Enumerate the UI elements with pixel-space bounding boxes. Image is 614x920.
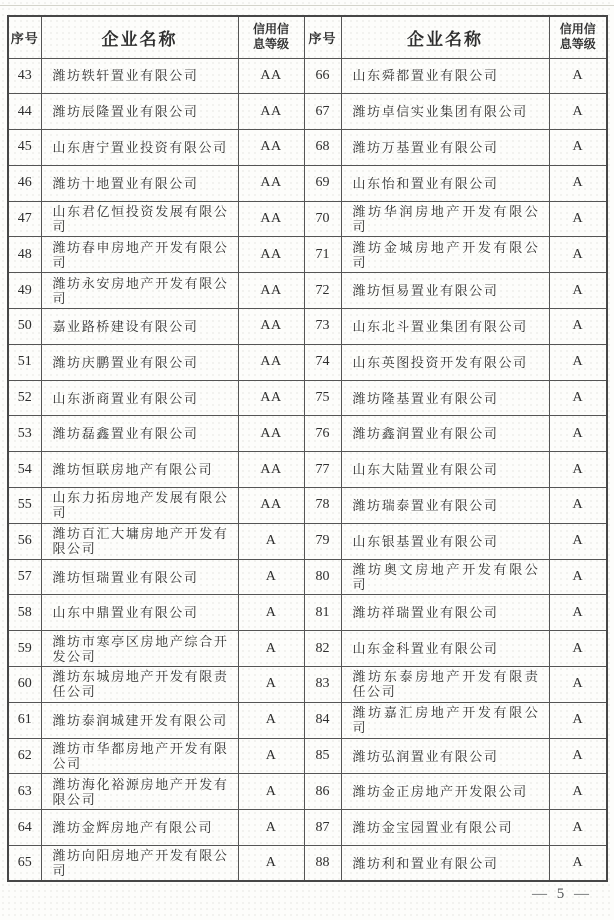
company-cell: 山东银基置业有限公司 [341,523,549,559]
table-row [8,309,607,345]
rating-cell: AA [238,452,304,488]
credit-rating-table [7,15,608,882]
rating-cell: A [549,523,607,559]
table-body [8,58,607,881]
index-cell: 80 [304,559,341,595]
index-cell: 85 [304,738,341,774]
company-cell: 潍坊瑞泰置业有限公司 [341,488,549,524]
rating-cell: AA [238,165,304,201]
index-cell: 58 [8,595,41,631]
table-row [8,130,607,166]
index-cell: 48 [8,237,41,273]
index-cell: 49 [8,273,41,309]
index-cell: 68 [304,130,341,166]
table-row [8,488,607,524]
index-cell: 60 [8,667,41,703]
index-cell: 83 [304,667,341,703]
company-cell: 潍坊卓信实业集团有限公司 [341,94,549,130]
rating-cell: A [238,559,304,595]
rating-cell: AA [238,237,304,273]
index-cell: 51 [8,344,41,380]
company-cell: 潍坊向阳房地产开发有限公司 [41,846,238,882]
table-row [8,380,607,416]
table-row [8,667,607,703]
index-cell: 84 [304,702,341,738]
company-cell: 潍坊嘉汇房地产开发有限公司 [341,702,549,738]
index-cell: 62 [8,738,41,774]
company-cell: 潍坊轶轩置业有限公司 [41,58,238,94]
index-cell: 43 [8,58,41,94]
index-cell: 54 [8,452,41,488]
table-row [8,237,607,273]
rating-cell: AA [238,201,304,237]
table-row [8,810,607,846]
index-cell: 74 [304,344,341,380]
header-rating-left: 信用信息等级 [238,16,304,58]
table-row [8,416,607,452]
table-header [8,16,607,58]
company-cell: 嘉业路桥建设有限公司 [41,309,238,345]
company-cell: 潍坊市寒亭区房地产综合开发公司 [41,631,238,667]
company-cell: 山东舜都置业有限公司 [341,58,549,94]
company-cell: 山东唐宁置业投资有限公司 [41,130,238,166]
rating-cell: A [549,416,607,452]
company-cell: 潍坊金城房地产开发有限公司 [341,237,549,273]
scan-artifact-line [0,5,614,6]
table-row [8,58,607,94]
index-cell: 73 [304,309,341,345]
index-cell: 76 [304,416,341,452]
index-cell: 56 [8,523,41,559]
index-cell: 63 [8,774,41,810]
table-row [8,738,607,774]
company-cell: 潍坊海化裕源房地产开发有限公司 [41,774,238,810]
rating-cell: A [549,488,607,524]
company-cell: 潍坊华润房地产开发有限公司 [341,201,549,237]
table-row [8,702,607,738]
rating-cell: A [549,309,607,345]
rating-cell: A [549,165,607,201]
company-cell: 潍坊庆鹏置业有限公司 [41,344,238,380]
company-cell: 潍坊泰润城建开发有限公司 [41,702,238,738]
company-cell: 潍坊金宝园置业有限公司 [341,810,549,846]
company-cell: 潍坊永安房地产开发有限公司 [41,273,238,309]
index-cell: 86 [304,774,341,810]
index-cell: 66 [304,58,341,94]
company-cell: 潍坊万基置业有限公司 [341,130,549,166]
index-cell: 47 [8,201,41,237]
header-row [8,16,607,58]
table-row [8,273,607,309]
rating-cell: A [549,595,607,631]
rating-cell: A [549,738,607,774]
rating-cell: A [549,237,607,273]
company-cell: 潍坊恒瑞置业有限公司 [41,559,238,595]
rating-cell: A [238,846,304,882]
rating-cell: A [549,273,607,309]
rating-cell: A [549,58,607,94]
index-cell: 59 [8,631,41,667]
rating-cell: A [549,559,607,595]
rating-cell: A [549,201,607,237]
rating-cell: AA [238,130,304,166]
rating-cell: A [238,595,304,631]
rating-cell: AA [238,416,304,452]
company-cell: 潍坊鑫润置业有限公司 [341,416,549,452]
rating-cell: A [549,810,607,846]
company-cell: 山东君亿恒投资发展有限公司 [41,201,238,237]
rating-cell: A [549,344,607,380]
header-company-right: 企业名称 [341,16,549,58]
company-cell: 潍坊金正房地产开发限公司 [341,774,549,810]
rating-cell: A [238,667,304,703]
company-cell: 山东力拓房地产发展有限公司 [41,488,238,524]
table-row [8,94,607,130]
index-cell: 81 [304,595,341,631]
rating-cell: A [238,702,304,738]
company-cell: 潍坊磊鑫置业有限公司 [41,416,238,452]
rating-cell: A [549,94,607,130]
index-cell: 82 [304,631,341,667]
index-cell: 69 [304,165,341,201]
table-row [8,344,607,380]
index-cell: 72 [304,273,341,309]
company-cell: 潍坊百汇大墉房地产开发有限公司 [41,523,238,559]
rating-cell: A [549,774,607,810]
rating-cell: AA [238,273,304,309]
rating-cell: AA [238,344,304,380]
index-cell: 75 [304,380,341,416]
table-row [8,452,607,488]
rating-cell: A [238,523,304,559]
rating-cell: AA [238,488,304,524]
company-cell: 潍坊恒易置业有限公司 [341,273,549,309]
page-number: — 5 — [532,886,592,902]
header-index-left: 序号 [8,16,41,58]
index-cell: 46 [8,165,41,201]
index-cell: 71 [304,237,341,273]
rating-cell: A [549,380,607,416]
index-cell: 65 [8,846,41,882]
company-cell: 潍坊辰隆置业有限公司 [41,94,238,130]
table-row [8,846,607,882]
company-cell: 潍坊东泰房地产开发有限责任公司 [341,667,549,703]
index-cell: 44 [8,94,41,130]
index-cell: 77 [304,452,341,488]
table-row [8,201,607,237]
table-row [8,165,607,201]
table-row [8,559,607,595]
company-cell: 潍坊春申房地产开发有限公司 [41,237,238,273]
company-cell: 潍坊东城房地产开发有限责任公司 [41,667,238,703]
table-row [8,774,607,810]
index-cell: 53 [8,416,41,452]
index-cell: 55 [8,488,41,524]
header-index-right: 序号 [304,16,341,58]
index-cell: 70 [304,201,341,237]
header-company-left: 企业名称 [41,16,238,58]
index-cell: 61 [8,702,41,738]
index-cell: 45 [8,130,41,166]
index-cell: 57 [8,559,41,595]
rating-cell: A [549,702,607,738]
table-row [8,523,607,559]
index-cell: 87 [304,810,341,846]
company-cell: 山东英图投资开发有限公司 [341,344,549,380]
index-cell: 88 [304,846,341,882]
company-cell: 潍坊利和置业有限公司 [341,846,549,882]
rating-cell: A [238,774,304,810]
index-cell: 50 [8,309,41,345]
rating-cell: A [549,452,607,488]
company-cell: 潍坊弘润置业有限公司 [341,738,549,774]
header-rating-right: 信用信息等级 [549,16,607,58]
company-cell: 潍坊市华都房地产开发有限公司 [41,738,238,774]
rating-cell: A [549,130,607,166]
rating-cell: A [549,846,607,882]
rating-cell: A [549,631,607,667]
company-cell: 潍坊奥文房地产开发有限公司 [341,559,549,595]
index-cell: 52 [8,380,41,416]
company-cell: 潍坊隆基置业有限公司 [341,380,549,416]
company-cell: 山东中鼎置业有限公司 [41,595,238,631]
company-cell: 潍坊十地置业有限公司 [41,165,238,201]
rating-cell: A [238,738,304,774]
index-cell: 67 [304,94,341,130]
company-cell: 山东怡和置业有限公司 [341,165,549,201]
company-cell: 山东金科置业有限公司 [341,631,549,667]
company-cell: 潍坊祥瑞置业有限公司 [341,595,549,631]
index-cell: 64 [8,810,41,846]
index-cell: 78 [304,488,341,524]
rating-cell: A [238,810,304,846]
rating-cell: AA [238,309,304,345]
rating-cell: AA [238,380,304,416]
table-row [8,595,607,631]
company-cell: 山东北斗置业集团有限公司 [341,309,549,345]
rating-cell: AA [238,94,304,130]
company-cell: 潍坊恒联房地产有限公司 [41,452,238,488]
company-cell: 潍坊金辉房地产有限公司 [41,810,238,846]
rating-cell: A [549,667,607,703]
index-cell: 79 [304,523,341,559]
table-row [8,631,607,667]
rating-cell: A [238,631,304,667]
rating-cell: AA [238,58,304,94]
company-cell: 山东大陆置业有限公司 [341,452,549,488]
company-cell: 山东浙商置业有限公司 [41,380,238,416]
